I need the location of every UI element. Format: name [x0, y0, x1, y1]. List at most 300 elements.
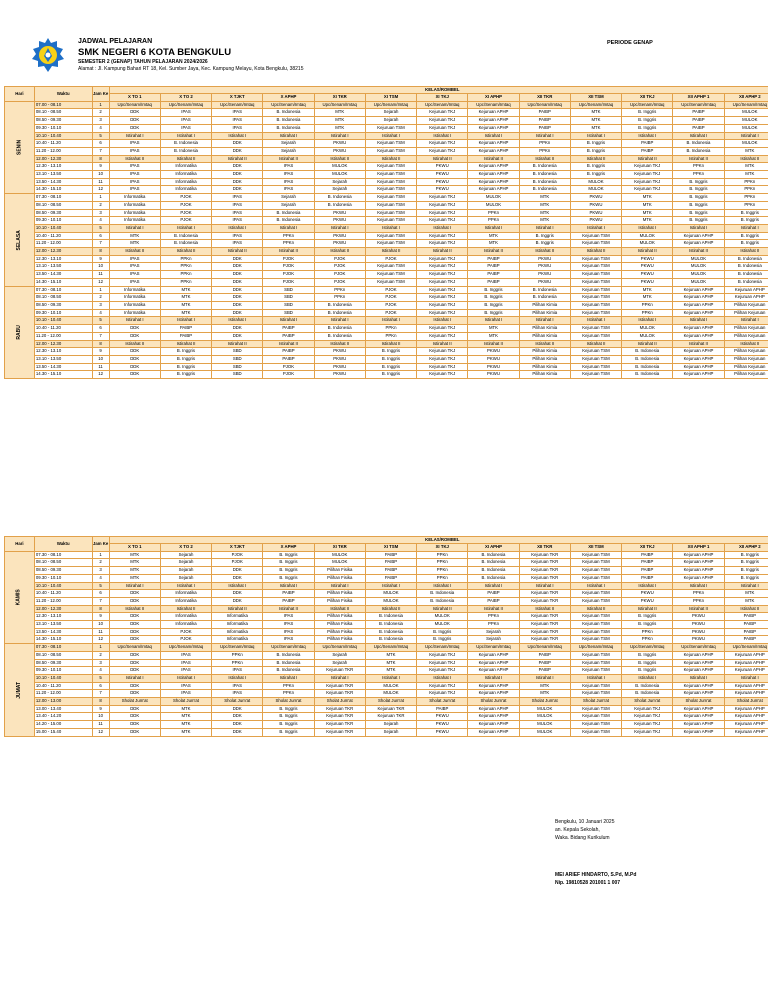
subject-cell: IPAS — [109, 255, 160, 263]
subject-cell: PAIBP — [622, 567, 673, 575]
subject-cell: Kejuruan APHP — [468, 667, 519, 675]
subject-cell: IPAS — [212, 201, 263, 209]
subject-cell: B. Inggris — [570, 171, 621, 179]
subject-cell: B. Indonesia — [622, 348, 673, 356]
subject-cell: Kejuruan TSM — [365, 171, 416, 179]
subject-cell: IPAS — [160, 690, 211, 698]
period-cell: 1 — [92, 644, 109, 652]
subject-cell: Kejuruan TSM — [365, 263, 416, 271]
subject-cell: PJOK — [263, 263, 314, 271]
subject-cell: Istirahat I — [673, 317, 724, 325]
subject-cell: Istirahat II — [724, 248, 768, 256]
subject-cell: Kejuruan TSM — [570, 613, 621, 621]
subject-cell: PAIBP — [417, 705, 468, 713]
subject-cell: PJOK — [314, 271, 365, 279]
time-cell: 07.30 - 08.10 — [34, 644, 92, 652]
subject-cell: PAIBP — [468, 255, 519, 263]
table-row — [5, 340, 768, 348]
subject-cell: PKWU — [468, 363, 519, 371]
subject-cell: Kejuruan TKJ — [622, 713, 673, 721]
subject-cell: DDK — [109, 124, 160, 132]
subject-cell: MTK — [468, 325, 519, 333]
subject-cell: Kejuruan TKJ — [417, 240, 468, 248]
subject-cell: MULOK — [622, 332, 673, 340]
subject-cell: Istirahat II — [109, 248, 160, 256]
period-cell: 1 — [92, 286, 109, 294]
subject-cell: IPAS — [160, 659, 211, 667]
subject-cell: Sejarah — [263, 194, 314, 202]
subject-cell: B. Inggris — [263, 559, 314, 567]
subject-cell: Kejuruan TSM — [365, 240, 416, 248]
subject-cell: Upc/Senam/Imtaq — [365, 101, 416, 109]
subject-cell: MULOK — [365, 590, 416, 598]
subject-cell: IPAS — [109, 171, 160, 179]
subject-cell: SBD — [212, 355, 263, 363]
subject-cell: MTK — [468, 240, 519, 248]
table-row — [5, 582, 768, 590]
subject-cell: MTK — [570, 109, 621, 117]
table-row — [5, 224, 768, 232]
table-row — [5, 713, 768, 721]
subject-cell: MTK — [622, 201, 673, 209]
subject-cell: PAIBP — [263, 590, 314, 598]
subject-cell: Istirahat II — [365, 155, 416, 163]
subject-cell: Informatika — [109, 309, 160, 317]
subject-cell: IPAS — [160, 117, 211, 125]
subject-cell: PKWU — [622, 597, 673, 605]
time-cell: 08.50 - 09.30 — [34, 117, 92, 125]
subject-cell: PKWU — [417, 728, 468, 736]
subject-cell: B. Inggris — [673, 178, 724, 186]
subject-cell: Upc/Senam/Imtaq — [519, 644, 570, 652]
subject-cell: MTK — [519, 201, 570, 209]
subject-cell: Istirahat I — [212, 317, 263, 325]
subject-cell: Istirahat I — [468, 317, 519, 325]
subject-cell: MULOK — [622, 325, 673, 333]
subject-cell: Istirahat II — [160, 248, 211, 256]
subject-cell: Informatika — [160, 178, 211, 186]
subject-cell: Informatika — [109, 217, 160, 225]
subject-cell: Kejuruan TKJ — [417, 332, 468, 340]
subject-cell: B. Inggris — [724, 567, 768, 575]
subject-cell: PAIBP — [673, 124, 724, 132]
time-cell: 12.00 - 12.30 — [34, 340, 92, 348]
table-row — [5, 109, 768, 117]
subject-cell: Kejuruan APHP — [673, 301, 724, 309]
col-header-jam: Jam Ke — [92, 537, 109, 552]
subject-cell: MULOK — [570, 186, 621, 194]
subject-cell: B. Inggris — [365, 355, 416, 363]
subject-cell: PKWU — [570, 201, 621, 209]
subject-cell: Informatika — [109, 294, 160, 302]
period-cell: 4 — [92, 217, 109, 225]
period-cell: 5 — [92, 224, 109, 232]
subject-cell: MULOK — [724, 124, 768, 132]
subject-cell: Istirahat I — [212, 582, 263, 590]
subject-cell: Kejuruan TKJ — [417, 109, 468, 117]
subject-cell: PKWU — [570, 209, 621, 217]
day-label — [5, 286, 35, 378]
subject-cell: Kejuruan TSM — [570, 301, 621, 309]
subject-cell: MTK — [314, 117, 365, 125]
table-row — [5, 348, 768, 356]
subject-cell: PPKn — [263, 682, 314, 690]
subject-cell: Informatika — [109, 201, 160, 209]
subject-cell: DDK — [212, 171, 263, 179]
subject-cell: PKWU — [622, 590, 673, 598]
time-cell: 10.40 - 11.20 — [34, 140, 92, 148]
subject-cell: Kejuruan APHP — [673, 559, 724, 567]
schedule-table-1 — [4, 86, 768, 379]
subject-cell: Kejuruan APHP — [468, 713, 519, 721]
subject-cell: MULOK — [519, 713, 570, 721]
col-header-hari: Hari — [5, 87, 35, 102]
time-cell: 11.20 - 12.00 — [34, 240, 92, 248]
subject-cell: IPAS — [160, 109, 211, 117]
subject-cell: Sholat Jum'at — [673, 698, 724, 706]
subject-cell: B. Indonesia — [519, 163, 570, 171]
subject-cell: Sejarah — [468, 636, 519, 644]
subject-cell: Istirahat I — [365, 317, 416, 325]
subject-cell: Pilihan Kimia — [519, 332, 570, 340]
subject-cell: PAIBP — [365, 574, 416, 582]
subject-cell: B. Indonesia — [519, 294, 570, 302]
subject-cell: DDK — [212, 147, 263, 155]
col-header-class: X TO 1 — [109, 544, 160, 552]
table-row — [5, 271, 768, 279]
subject-cell: Kejuruan APHP — [673, 371, 724, 379]
subject-cell: Istirahat II — [724, 155, 768, 163]
col-header-waktu: Waktu — [34, 87, 92, 102]
subject-cell: DDK — [109, 651, 160, 659]
period-cell: 3 — [92, 301, 109, 309]
table-row — [5, 317, 768, 325]
subject-cell: Kejuruan APHP — [673, 705, 724, 713]
time-cell: 10.40 - 11.20 — [34, 325, 92, 333]
subject-cell: Istirahat I — [263, 224, 314, 232]
subject-cell: Istirahat II — [673, 340, 724, 348]
subject-cell: Kejuruan APHP — [724, 728, 768, 736]
subject-cell: Kejuruan TSM — [570, 597, 621, 605]
subject-cell: Kejuruan TKR — [519, 621, 570, 629]
subject-cell: DDK — [212, 286, 263, 294]
subject-cell: B. Inggris — [622, 651, 673, 659]
subject-cell: B. Inggris — [724, 217, 768, 225]
subject-cell: Istirahat I — [724, 582, 768, 590]
subject-cell: Pilihan Kejuruan — [724, 371, 768, 379]
subject-cell: Kejuruan TSM — [570, 355, 621, 363]
subject-cell: PKWU — [673, 636, 724, 644]
subject-cell: B. Inggris — [724, 209, 768, 217]
subject-cell: MTK — [519, 217, 570, 225]
subject-cell: Pilihan Kejuruan — [724, 348, 768, 356]
subject-cell: B. Inggris — [673, 201, 724, 209]
table-row — [5, 232, 768, 240]
subject-cell: Sholat Jum'at — [570, 698, 621, 706]
subject-cell: Informatika — [160, 621, 211, 629]
table-row — [5, 551, 768, 559]
period-cell: 4 — [92, 667, 109, 675]
subject-cell: MULOK — [724, 109, 768, 117]
subject-cell: DDK — [109, 109, 160, 117]
time-cell: 10.10 - 10.40 — [34, 224, 92, 232]
subject-cell: Istirahat I — [365, 674, 416, 682]
subject-cell: SBD — [212, 371, 263, 379]
subject-cell: Istirahat I — [468, 582, 519, 590]
subject-cell: MULOK — [724, 117, 768, 125]
subject-cell: Kejuruan APHP — [468, 186, 519, 194]
subject-cell: B. Indonesia — [314, 194, 365, 202]
subject-cell: MTK — [622, 217, 673, 225]
subject-cell: Pilihan Kejuruan — [724, 355, 768, 363]
subject-cell: PJOK — [263, 371, 314, 379]
subject-cell: Kejuruan TSM — [570, 621, 621, 629]
subject-cell: DDK — [109, 721, 160, 729]
subject-cell: Kejuruan TKR — [314, 682, 365, 690]
time-cell: 11.20 - 12.00 — [34, 147, 92, 155]
subject-cell: Sejarah — [314, 659, 365, 667]
subject-cell: Istirahat I — [417, 132, 468, 140]
subject-cell: B. Inggris — [263, 728, 314, 736]
table-row — [5, 590, 768, 598]
col-header-class: XII APHP 2 — [724, 94, 768, 102]
subject-cell: Istirahat II — [570, 248, 621, 256]
col-header-class: XII TSM — [570, 94, 621, 102]
subject-cell: PKWU — [314, 217, 365, 225]
signature-position: Waka. Bidang Kurikulum — [555, 835, 610, 841]
subject-cell: Istirahat I — [468, 674, 519, 682]
subject-cell: B. Inggris — [468, 286, 519, 294]
subject-cell: DDK — [109, 371, 160, 379]
subject-cell: B. Inggris — [263, 721, 314, 729]
period-cell: 8 — [92, 155, 109, 163]
subject-cell: PAIBP — [365, 551, 416, 559]
subject-cell: PAIBP — [519, 667, 570, 675]
subject-cell: Istirahat II — [365, 248, 416, 256]
header-row — [5, 94, 768, 102]
subject-cell: Upc/Senam/Imtaq — [673, 644, 724, 652]
subject-cell: Kejuruan TSM — [570, 590, 621, 598]
subject-cell: DDK — [212, 294, 263, 302]
table-row — [5, 355, 768, 363]
subject-cell: Kejuruan TSM — [570, 628, 621, 636]
subject-cell: Pilihan Kejuruan — [724, 363, 768, 371]
period-cell: 11 — [92, 721, 109, 729]
subject-cell: Kejuruan TKJ — [417, 117, 468, 125]
subject-cell: Istirahat II — [314, 248, 365, 256]
time-cell: 08.50 - 09.30 — [34, 659, 92, 667]
subject-cell: MULOK — [468, 194, 519, 202]
period-cell: 2 — [92, 109, 109, 117]
subject-cell: MTK — [519, 682, 570, 690]
period-cell: 10 — [92, 621, 109, 629]
subject-cell: Kejuruan TKJ — [417, 255, 468, 263]
subject-cell: Kejuruan TSM — [365, 147, 416, 155]
table-row — [5, 698, 768, 706]
subject-cell: B. Inggris — [622, 667, 673, 675]
subject-cell: Upc/Senam/Imtaq — [468, 101, 519, 109]
period-cell: 4 — [92, 124, 109, 132]
period-cell: 8 — [92, 698, 109, 706]
subject-cell: B. Indonesia — [622, 682, 673, 690]
subject-cell: Kejuruan APHP — [673, 355, 724, 363]
day-label — [5, 551, 35, 643]
subject-cell: PPKn — [724, 186, 768, 194]
subject-cell: PAIBP — [263, 355, 314, 363]
subject-cell: DDK — [212, 178, 263, 186]
subject-cell: Pilihan Fisika — [314, 613, 365, 621]
time-cell: 07.30 - 08.10 — [34, 194, 92, 202]
subject-cell: Istirahat I — [314, 132, 365, 140]
subject-cell: DDK — [212, 713, 263, 721]
subject-cell: DDK — [109, 636, 160, 644]
subject-cell: PPKn — [622, 628, 673, 636]
subject-cell: MULOK — [314, 163, 365, 171]
subject-cell: DDK — [212, 301, 263, 309]
subject-cell: PJOK — [212, 551, 263, 559]
subject-cell: Informatika — [212, 613, 263, 621]
subject-cell: Kejuruan TKJ — [417, 217, 468, 225]
subject-cell: Kejuruan APHP — [468, 140, 519, 148]
subject-cell: PKWU — [622, 278, 673, 286]
subject-cell: Istirahat I — [622, 224, 673, 232]
table-body — [5, 101, 768, 378]
subject-cell: PAIBP — [724, 621, 768, 629]
subject-cell: Pilihan Fisika — [314, 597, 365, 605]
subject-cell: DDK — [109, 325, 160, 333]
col-header-class: XI APHP — [468, 544, 519, 552]
subject-cell: Kejuruan APHP — [673, 240, 724, 248]
subject-cell: PPKn — [724, 194, 768, 202]
subject-cell: Istirahat I — [109, 224, 160, 232]
time-cell: 10.40 - 11.20 — [34, 590, 92, 598]
subject-cell: PKWU — [519, 263, 570, 271]
subject-cell: Kejuruan APHP — [673, 332, 724, 340]
subject-cell: Kejuruan APHP — [673, 286, 724, 294]
subject-cell: Istirahat I — [519, 582, 570, 590]
subject-cell: PPKn — [365, 332, 416, 340]
subject-cell: Kejuruan TKR — [519, 628, 570, 636]
table-row — [5, 651, 768, 659]
subject-cell: PAIBP — [519, 659, 570, 667]
subject-cell: PAIBP — [622, 574, 673, 582]
subject-cell: PKWU — [314, 348, 365, 356]
tut-wuri-handayani-logo — [30, 37, 66, 73]
subject-cell: PAIBP — [673, 117, 724, 125]
subject-cell: SBD — [212, 363, 263, 371]
subject-cell: Kejuruan APHP — [468, 690, 519, 698]
subject-cell: Istirahat I — [673, 132, 724, 140]
subject-cell: Pilihan Fisika — [314, 628, 365, 636]
subject-cell: B. Indonesia — [263, 109, 314, 117]
subject-cell: PJOK — [263, 255, 314, 263]
subject-cell: B. Indonesia — [622, 363, 673, 371]
period-cell: 7 — [92, 332, 109, 340]
period-cell: 1 — [92, 194, 109, 202]
subject-cell: Kejuruan TKJ — [417, 690, 468, 698]
subject-cell: Pilihan Kimia — [519, 355, 570, 363]
time-cell: 15.00 - 15.40 — [34, 728, 92, 736]
subject-cell: Upc/Senam/Imtaq — [212, 101, 263, 109]
col-header-jam: Jam Ke — [92, 87, 109, 102]
time-cell: 07.30 - 08.10 — [34, 286, 92, 294]
table-row — [5, 325, 768, 333]
subject-cell: Sejarah — [160, 567, 211, 575]
subject-cell: PKWU — [519, 255, 570, 263]
subject-cell: Istirahat II — [417, 605, 468, 613]
subject-cell: IPAS — [160, 682, 211, 690]
subject-cell: Kejuruan TKR — [519, 613, 570, 621]
table-row — [5, 286, 768, 294]
subject-cell: MTK — [109, 567, 160, 575]
subject-cell: Kejuruan TKR — [519, 567, 570, 575]
subject-cell: PPKn — [673, 590, 724, 598]
subject-cell: Kejuruan TKR — [519, 559, 570, 567]
subject-cell: IPAS — [212, 690, 263, 698]
table-row — [5, 171, 768, 179]
subject-cell: PJOK — [212, 559, 263, 567]
subject-cell: B. Inggris — [263, 567, 314, 575]
subject-cell: B. Indonesia — [724, 271, 768, 279]
subject-cell: Istirahat II — [673, 248, 724, 256]
subject-cell: Istirahat I — [724, 132, 768, 140]
subject-cell: B. Inggris — [519, 240, 570, 248]
subject-cell: PPKn — [212, 659, 263, 667]
subject-cell: PJOK — [314, 278, 365, 286]
subject-cell: B. Inggris — [365, 371, 416, 379]
subject-cell: PJOK — [365, 301, 416, 309]
subject-cell: Istirahat I — [263, 582, 314, 590]
subject-cell: MULOK — [519, 705, 570, 713]
subject-cell: PJOK — [365, 309, 416, 317]
subject-cell: Kejuruan APHP — [468, 117, 519, 125]
time-cell: 11.20 - 12.00 — [34, 332, 92, 340]
day-label — [5, 644, 35, 736]
time-cell: 12.00 - 12.30 — [34, 605, 92, 613]
table-row — [5, 155, 768, 163]
subject-cell: PJOK — [160, 636, 211, 644]
col-header-class: XII TKR — [519, 94, 570, 102]
subject-cell: Istirahat II — [263, 155, 314, 163]
subject-cell: Istirahat I — [314, 674, 365, 682]
table-row — [5, 605, 768, 613]
subject-cell: PPKn — [365, 325, 416, 333]
col-header-class: XII APHP 2 — [724, 544, 768, 552]
subject-cell: Kejuruan TSM — [570, 325, 621, 333]
subject-cell: Kejuruan TKJ — [622, 186, 673, 194]
subject-cell: Istirahat I — [314, 582, 365, 590]
subject-cell: IPAS — [160, 651, 211, 659]
subject-cell: Informatika — [212, 628, 263, 636]
subject-cell: B. Indonesia — [365, 636, 416, 644]
subject-cell: Kejuruan TSM — [570, 690, 621, 698]
subject-cell: PPKn — [724, 178, 768, 186]
table-row — [5, 667, 768, 675]
subject-cell: Istirahat I — [365, 224, 416, 232]
subject-cell: B. Indonesia — [314, 309, 365, 317]
subject-cell: Kejuruan TSM — [570, 713, 621, 721]
subject-cell: Kejuruan APHP — [468, 705, 519, 713]
subject-cell: B. Inggris — [263, 551, 314, 559]
table-row — [5, 140, 768, 148]
subject-cell: Kejuruan APHP — [468, 682, 519, 690]
subject-cell: Istirahat I — [365, 132, 416, 140]
subject-cell: MULOK — [468, 201, 519, 209]
subject-cell: Istirahat I — [622, 582, 673, 590]
subject-cell: MTK — [570, 117, 621, 125]
subject-cell: Kejuruan TSM — [570, 567, 621, 575]
subject-cell: Sejarah — [160, 551, 211, 559]
